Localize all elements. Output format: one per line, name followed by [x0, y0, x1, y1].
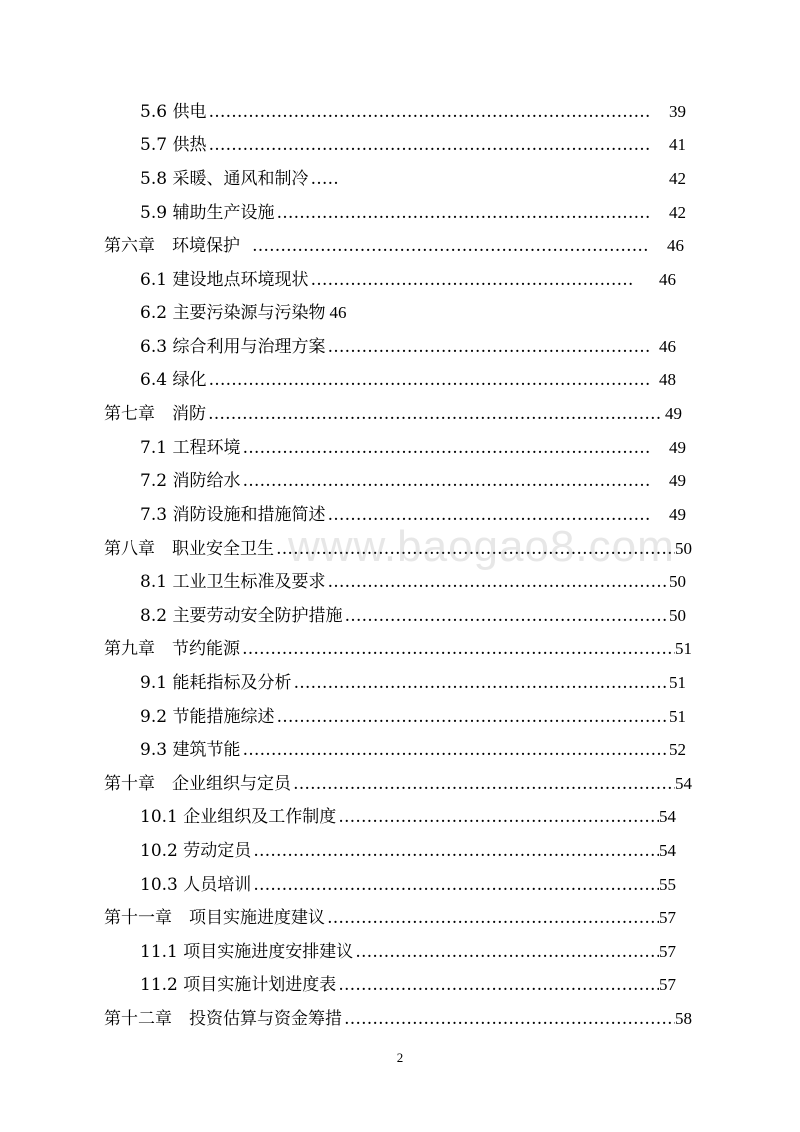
toc-entry-title: 8.2 主要劳动安全防护措施 — [140, 606, 343, 626]
dot-leader — [310, 267, 633, 293]
toc-entry-page: 42 — [669, 203, 686, 222]
dot-leader — [208, 367, 651, 393]
toc-entry[interactable] — [140, 334, 676, 360]
toc-entry-page: 46 — [659, 337, 676, 356]
toc-entry-title: 6.2 主要污染源与污染物 — [140, 303, 326, 323]
toc-entry[interactable] — [140, 300, 676, 326]
dot-leader — [208, 99, 651, 125]
toc-entry-page: 50 — [669, 606, 686, 625]
toc-entry-page: 52 — [669, 740, 686, 759]
toc-chapter-page: 58 — [675, 1009, 692, 1028]
toc-entry[interactable] — [140, 737, 686, 763]
toc-chapter-page: 51 — [675, 639, 692, 658]
toc-chapter-page: 49 — [665, 404, 682, 423]
toc-entry-title: 10.1 企业组织及工作制度 — [140, 807, 337, 827]
toc-chapter-title: 第六章 环境保护 — [104, 236, 240, 256]
toc-entry[interactable] — [140, 704, 686, 730]
toc-chapter-title: 第十章 企业组织与定员 — [104, 774, 291, 794]
toc-entry[interactable] — [140, 603, 686, 629]
dot-leader — [344, 1006, 675, 1032]
dot-leader — [293, 771, 675, 797]
dot-leader — [327, 334, 651, 360]
toc-entry-page: 42 — [669, 169, 686, 188]
toc-entry-page: 50 — [669, 572, 686, 591]
toc-entry-page: 48 — [659, 370, 676, 389]
toc-entry-page: 49 — [669, 471, 686, 490]
toc-entry-title: 5.9 辅助生产设施 — [140, 203, 275, 223]
toc-entry-page: 55 — [659, 875, 676, 894]
toc-entry-page: 39 — [669, 102, 686, 121]
toc-entry-title: 9.1 能耗指标及分析 — [140, 673, 292, 693]
toc-chapter-title: 第八章 职业安全卫生 — [104, 539, 274, 559]
toc-chapter[interactable] — [104, 401, 682, 427]
toc-chapter-page: 46 — [667, 236, 684, 255]
toc-chapter[interactable] — [104, 636, 692, 662]
toc-chapter-title: 第十一章 项目实施进度建议 — [104, 908, 325, 928]
toc-entry[interactable] — [140, 939, 676, 965]
toc-entry[interactable] — [140, 99, 686, 125]
dot-leader — [242, 435, 651, 461]
toc-entry-page: 51 — [669, 673, 686, 692]
toc-entry[interactable] — [140, 367, 676, 393]
dot-leader — [310, 166, 340, 192]
toc-entry-title: 5.7 供热 — [140, 135, 207, 155]
toc-entry-title: 5.6 供电 — [140, 102, 207, 122]
toc-entry-page: 57 — [659, 975, 676, 994]
dot-leader — [208, 401, 663, 427]
dot-leader — [338, 972, 659, 998]
toc-entry-title: 6.3 综合利用与治理方案 — [140, 337, 326, 357]
toc-entry-title: 6.4 绿化 — [140, 370, 207, 390]
toc-entry-page: 54 — [659, 841, 676, 860]
toc-chapter-page: 57 — [659, 908, 676, 927]
dot-leader — [252, 233, 649, 259]
toc-entry[interactable] — [140, 132, 686, 158]
toc-entry[interactable] — [140, 166, 686, 192]
toc-entry-title: 11.2 项目实施计划进度表 — [140, 975, 337, 995]
toc-entry[interactable] — [140, 435, 686, 461]
dot-leader — [327, 905, 659, 931]
dot-leader — [208, 132, 651, 158]
dot-leader — [276, 704, 669, 730]
dot-leader — [242, 468, 651, 494]
dot-leader — [327, 569, 669, 595]
toc-chapter[interactable] — [104, 771, 692, 797]
dot-leader — [276, 200, 651, 226]
toc-entry-title: 11.1 项目实施进度安排建议 — [140, 942, 354, 962]
toc-entry-title: 5.8 采暖、通风和制冷 — [140, 169, 309, 189]
toc-entry[interactable] — [140, 804, 676, 830]
toc-chapter[interactable] — [104, 905, 676, 931]
dot-leader — [253, 838, 659, 864]
toc-entry-page: 57 — [659, 942, 676, 961]
dot-leader — [242, 737, 669, 763]
toc-entry-title: 7.2 消防给水 — [140, 471, 241, 491]
toc-entry-page: 41 — [669, 135, 686, 154]
toc-chapter-page: 54 — [675, 774, 692, 793]
toc-chapter[interactable] — [104, 1006, 692, 1032]
dot-leader — [293, 670, 669, 696]
toc-entry[interactable] — [140, 872, 676, 898]
toc-entry[interactable] — [140, 267, 676, 293]
toc-entry-page: 49 — [669, 438, 686, 457]
dot-leader — [253, 872, 659, 898]
toc-entry-title: 10.2 劳动定员 — [140, 841, 252, 861]
toc-entry-page: 46 — [659, 270, 676, 289]
toc-chapter[interactable] — [104, 233, 684, 259]
toc-entry-page: 49 — [669, 505, 686, 524]
toc-chapter-page: 50 — [675, 539, 692, 558]
dot-leader — [355, 939, 659, 965]
toc-entry[interactable] — [140, 200, 686, 226]
toc-entry[interactable] — [140, 569, 686, 595]
toc-chapter-title: 第十二章 投资估算与资金筹措 — [104, 1009, 342, 1029]
dot-leader — [338, 804, 659, 830]
toc-entry-title: 9.3 建筑节能 — [140, 740, 241, 760]
dot-leader — [242, 636, 675, 662]
toc-entry-title: 9.2 节能措施综述 — [140, 707, 275, 727]
toc-entry-title: 6.1 建设地点环境现状 — [140, 270, 309, 290]
toc-entry[interactable] — [140, 670, 686, 696]
toc-entry-title: 10.3 人员培训 — [140, 875, 252, 895]
page-number: 2 — [396, 1050, 404, 1065]
dot-leader — [344, 603, 669, 629]
toc-entry-page: 46 — [329, 303, 347, 322]
toc-entry[interactable] — [140, 468, 686, 494]
toc-entry[interactable] — [140, 838, 676, 864]
toc-entry-title: 8.1 工业卫生标准及要求 — [140, 572, 326, 592]
toc-entry[interactable] — [140, 972, 676, 998]
toc-entry-page: 51 — [669, 707, 686, 726]
toc-chapter-title: 第九章 节约能源 — [104, 639, 240, 659]
toc-entry-title: 7.3 消防设施和措施简述 — [140, 505, 326, 525]
toc-entry-title: 7.1 工程环境 — [140, 438, 241, 458]
toc-chapter-title: 第七章 消防 — [104, 404, 206, 424]
watermark-text: www.baogao8.com — [288, 522, 675, 571]
toc-entry-page: 54 — [659, 807, 676, 826]
